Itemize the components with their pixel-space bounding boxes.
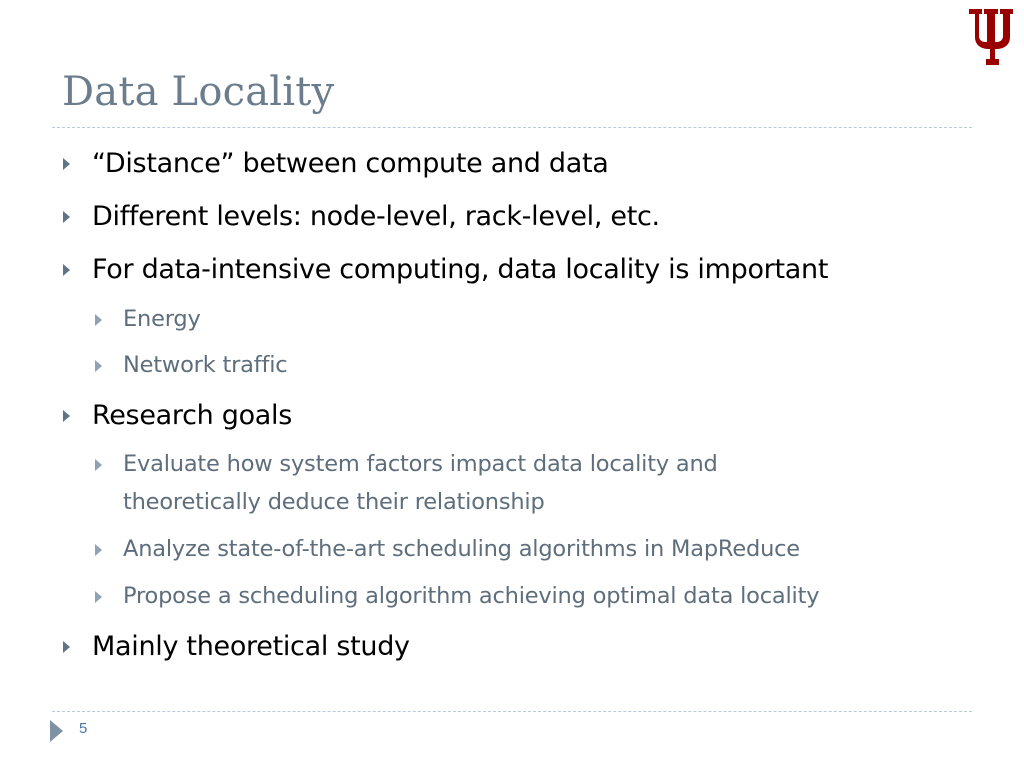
sub-bullet-text: Evaluate how system factors impact data locality and: [123, 451, 718, 477]
sub-bullet-text: Network traffic: [123, 352, 288, 378]
bullet-arrow-icon: [63, 158, 70, 170]
page-number: 5: [79, 720, 88, 737]
bullet-arrow-icon: [63, 641, 70, 653]
bullet-arrow-icon: [63, 211, 70, 223]
sub-bullet-text-continued: theoretically deduce their relationship: [123, 489, 545, 515]
bullet-text: Research goals: [92, 400, 293, 431]
title-divider: [52, 127, 972, 128]
bullet-text: Mainly theoretical study: [92, 631, 410, 662]
bullet-text: For data-intensive computing, data locality is important: [92, 254, 829, 285]
sub-bullet-text: Analyze state-of-the-art scheduling algorithms in MapReduce: [123, 536, 800, 562]
sub-bullet-arrow-icon: [95, 314, 102, 326]
footer-divider: [52, 711, 972, 712]
sub-bullet-arrow-icon: [95, 591, 102, 603]
footer-arrow-icon: [50, 720, 63, 742]
slide-title: Data Locality: [62, 69, 335, 115]
bullet-text: “Distance” between compute and data: [92, 148, 609, 179]
bullet-arrow-icon: [63, 264, 70, 276]
bullet-arrow-icon: [63, 410, 70, 422]
sub-bullet-text: Propose a scheduling algorithm achieving optimal data locality: [123, 583, 820, 609]
iu-logo: [966, 5, 1016, 69]
sub-bullet-arrow-icon: [95, 459, 102, 471]
bullet-text: Different levels: node-level, rack-level, etc.: [92, 201, 660, 232]
sub-bullet-arrow-icon: [95, 360, 102, 372]
sub-bullet-text: Energy: [123, 306, 201, 332]
sub-bullet-arrow-icon: [95, 544, 102, 556]
